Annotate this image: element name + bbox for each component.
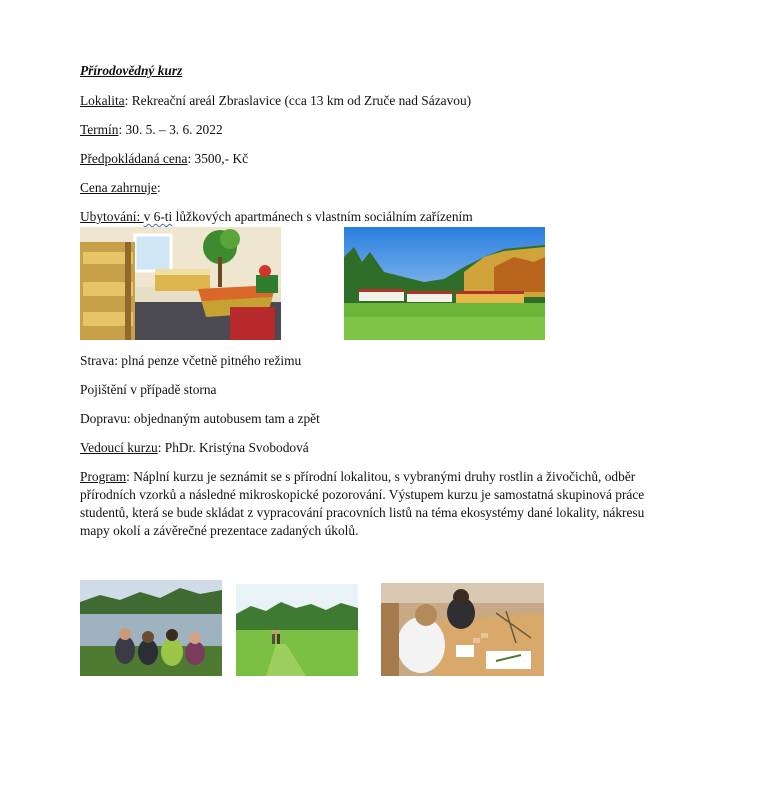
ubytovani-value: lůžkových apartmánech s vlastním sociálním zařízením [172,209,473,224]
ubytovani-line [80,208,680,225]
vedouci-label: Vedoucí kurzu [80,440,158,455]
cena-zahrnuje-label: Cena zahrnuje [80,180,157,195]
ubytovani-misspelled: v 6-ti [143,209,173,224]
ubytovani-label: Ubytování [80,209,137,224]
cena-zahrnuje-colon: : [156,180,161,195]
lab-work-photo [381,583,544,676]
cena-label: Předpokládaná cena [80,151,188,166]
lake-group-photo [80,580,222,676]
strava-line: Strava: plná penze včetně pitného režimu [80,353,302,368]
lokalita-line [80,92,680,109]
activity-photos [80,580,550,676]
program-paragraph [80,468,670,540]
lokalita-value: : Rekreační areál Zbraslavice (cca 13 km od Zruče nad Sázavou) [124,93,472,108]
termin-line [80,121,680,138]
pojisteni-line: Pojištění v případě storna [80,382,217,397]
termin-label: Termín [80,122,119,137]
termin-value: : 30. 5. – 3. 6. 2022 [118,122,223,137]
document-title: Přírodovědný kurz [80,63,183,78]
accommodation-photos [80,227,550,340]
cabins-photo [344,227,545,340]
cena-zahrnuje-line [80,179,680,196]
document-page [80,62,680,225]
ubytovani-sep: : [136,209,144,224]
vedouci-line [80,439,680,456]
meadow-walk-photo [236,584,358,676]
vedouci-value: : PhDr. Kristýna Svobodová [157,440,309,455]
dopravu-line: Dopravu: objednaným autobusem tam a zpět [80,411,320,426]
lower-text [80,352,680,540]
room-photo [80,227,281,340]
cena-line [80,150,680,167]
program-value: : Náplní kurzu je seznámit se s přírodní lokalitou, s vybranými druhy rostlin a živočichů, odběr přírodních vzorků a následné mikroskopické pozorování. Výstupem kurzu je samostatná skupinová práce studentů, která se bude skládat z vypracování pracovních listů na téma ekosystémy dané lokality, nákresu mapy okolí a závěrečné prezentace zadaných úkolů. [80,469,645,538]
cena-value: : 3500,- Kč [187,151,249,166]
program-label: Program [80,469,127,484]
lokalita-label: Lokalita [80,93,125,108]
